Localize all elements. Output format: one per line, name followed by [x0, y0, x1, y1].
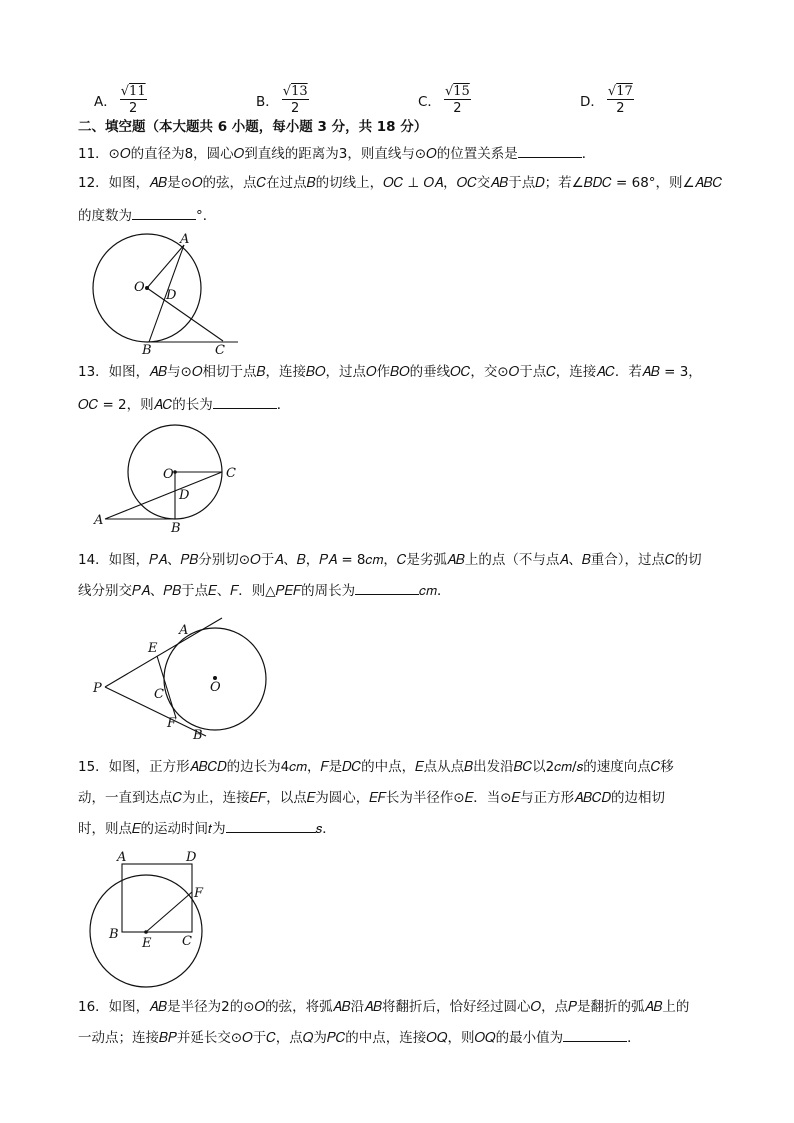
label-f: F — [167, 716, 177, 731]
label-a: A — [94, 513, 104, 528]
center-dot — [145, 286, 149, 290]
option-d-radicand: 17 — [616, 84, 633, 99]
center-dot — [144, 930, 148, 934]
label-c: C — [154, 687, 164, 702]
label-d: D — [186, 850, 197, 865]
label-a: A — [180, 232, 190, 247]
segment-oa — [147, 245, 184, 288]
option-b-label: B． — [256, 94, 279, 110]
label-c: C — [215, 343, 225, 358]
center-dot — [173, 470, 177, 474]
question-11-end: ． — [581, 146, 596, 162]
option-c-fraction: $\frac{√15}{2}$ — [444, 84, 470, 116]
question-12-end: °． — [196, 208, 217, 224]
label-d: D — [166, 288, 177, 303]
question-14-line1: 14．如图，𝑃𝐴、𝑃𝐵分别切⊙𝑂于𝐴、𝐵，𝑃𝐴 = 8𝑐𝑚，𝐶是劣弧𝐴𝐵上的点（不与点𝐴、𝐵重合），过点𝐶的切 — [78, 552, 702, 568]
question-14-end: 𝑐𝑚． — [419, 583, 451, 599]
answer-blank — [226, 818, 316, 833]
label-e: E — [148, 641, 158, 656]
question-13-line1: 13．如图，𝐴𝐵与⊙𝑂相切于点𝐵，连接𝐵𝑂，过点𝑂作𝐵𝑂的垂线𝑂𝐶，交⊙𝑂于点𝐶，连接𝐴𝐶．若𝐴𝐵 = 3， — [78, 364, 702, 380]
option-c-radicand: 15 — [453, 84, 470, 99]
question-15-text: 时，则点𝐸的运动时间𝑡为 — [78, 821, 226, 837]
label-c: C — [182, 934, 192, 949]
label-b: B — [171, 521, 181, 535]
question-16-line2 — [78, 1027, 641, 1049]
question-16-line1: 16．如图，𝐴𝐵是半径为2的⊙𝑂的弦，将弧𝐴𝐵沿𝐴𝐵将翻折后，恰好经过圆心𝑂，点𝑃是翻折的弧𝐴𝐵上的 — [78, 999, 690, 1015]
answer-blank — [132, 205, 196, 220]
question-13-line2 — [78, 394, 290, 416]
question-11 — [78, 143, 595, 165]
question-14-text: 线分别交𝑃𝐴、𝑃𝐵于点𝐸、𝐹．则△𝑃𝐸𝐹的周长为 — [78, 583, 356, 599]
label-a: A — [179, 623, 189, 638]
option-b-denominator: 2 — [291, 101, 300, 116]
option-d-fraction: $\frac{√17}{2}$ — [607, 84, 633, 116]
label-b: B — [142, 343, 152, 358]
option-d-label: D． — [580, 94, 604, 110]
option-b — [256, 82, 309, 118]
question-11-text: 11．⊙𝑂的直径为8，圆心𝑂到直线的距离为3，则直线与⊙𝑂的位置关系是 — [78, 146, 518, 162]
label-f: F — [194, 886, 204, 901]
answer-blank — [563, 1027, 627, 1042]
question-16-end: ． — [627, 1030, 641, 1046]
answer-blank — [355, 580, 419, 595]
question-15-line2: 动，一直到达点𝐶为止，连接𝐸𝐹，以点𝐸为圆心，𝐸𝐹长为半径作⊙𝐸．当⊙𝐸与正方形𝐴𝐵𝐶𝐷的边相切 — [78, 790, 666, 806]
label-p: P — [93, 681, 102, 696]
label-o: O — [134, 280, 145, 295]
question-14-line2 — [78, 580, 450, 602]
question-15-line3 — [78, 818, 336, 840]
label-o: O — [210, 680, 221, 695]
question-16-text: 一动点；连接𝐵𝑃并延长交⊙𝑂于𝐶，点𝑄为𝑃𝐶的中点，连接𝑂𝑄，则𝑂𝑄的最小值为 — [78, 1030, 564, 1046]
question-13-end: ． — [276, 397, 291, 413]
section-title: 二、填空题（本大题共 6 小题，每小题 3 分，共 18 分） — [78, 119, 428, 135]
label-e: E — [142, 936, 152, 951]
option-b-radicand: 13 — [291, 84, 308, 99]
label-a: A — [117, 850, 127, 865]
option-c-denominator: 2 — [453, 101, 462, 116]
question-12-text: 的度数为 — [78, 208, 132, 224]
option-d — [580, 82, 634, 118]
option-c — [418, 82, 471, 118]
question-13-text: 𝑂𝐶 = 2，则𝐴𝐶的长为 — [78, 397, 213, 413]
answer-blank — [518, 143, 582, 158]
option-a-label: A． — [94, 94, 117, 110]
label-d: D — [179, 488, 190, 503]
answer-blank — [213, 394, 277, 409]
figure-q15 — [88, 846, 218, 992]
label-o: O — [163, 467, 174, 482]
option-d-denominator: 2 — [616, 101, 625, 116]
label-b: B — [193, 728, 203, 743]
option-a-radicand: 11 — [129, 84, 146, 99]
figure-q13 — [90, 420, 250, 535]
figure-q12 — [88, 228, 248, 358]
label-b: B — [109, 927, 119, 942]
option-a-fraction: $\frac{√11}{2}$ — [120, 84, 146, 116]
option-c-label: C． — [418, 94, 441, 110]
label-c: C — [226, 466, 236, 481]
option-a — [94, 82, 147, 118]
segment-ef — [146, 892, 192, 932]
option-a-denominator: 2 — [129, 101, 138, 116]
question-15-line1: 15．如图，正方形𝐴𝐵𝐶𝐷的边长为4𝑐𝑚，𝐹是𝐷𝐶的中点，𝐸点从点𝐵出发沿𝐵𝐶以2𝑐𝑚/𝑠的速度向点𝐶移 — [78, 759, 674, 775]
option-b-fraction: $\frac{√13}{2}$ — [282, 84, 308, 116]
question-15-end: 𝑠． — [315, 821, 336, 837]
question-12-line1: 12．如图，𝐴𝐵是⊙𝑂的弦，点𝐶在过点𝐵的切线上，𝑂𝐶 ⊥ 𝑂𝐴，𝑂𝐶交𝐴𝐵于点𝐷；若∠𝐵𝐷𝐶 = 68°，则∠𝐴𝐵𝐶 — [78, 175, 723, 191]
question-12-line2 — [78, 205, 216, 227]
figure-q14 — [88, 612, 273, 744]
